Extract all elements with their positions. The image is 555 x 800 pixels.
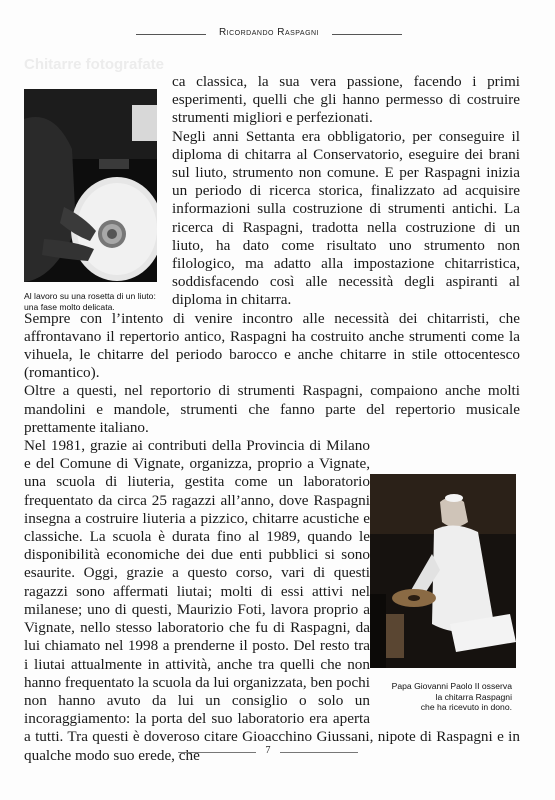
caption-line: Papa Giovanni Paolo II osserva (391, 681, 512, 691)
footer-rule-left (178, 752, 256, 753)
paragraph: Sempre con l’intento di venire incontro alle necessità dei chitarristi, che affrontavano il repertorio antico, Raspagni ha costruito anche strumenti come la vihuela, le chitarre del periodo barocco e anche chitarre in stile ottocentesco (romantico). (24, 309, 520, 382)
photo1-wrap-space (24, 73, 172, 293)
paragraph: Nel 1981, grazie ai contributi della Provincia di Milano e del Comune di Vignate, organizza, proprio a Vignate, una scuola di liuteria, gestita come un laboratorio frequentato da circa 25 ragazzi all’anno, dove Raspagni insegna a costruire liuteria a pizzico, chitarre acustiche e classiche. La scuola è durata fino al 1989, quando le disponibilità economiche dei due enti pubblici si sono esaurite. Oggi, grazie a questo corso, vari di questi ragazzi sono affermati liutai; molti di essi attivi nel milanese; uno di questi, Maurizio Foti, lavora proprio a Vignate, nello stesso laboratorio che fu di Raspagni, da lui chiamato nel 1998 a prenderne il posto. Del resto tra i liutai attualmente in attività, anche tra quelli che non hanno frequentato la scuola da lui organizzata, ben pochi non hanno avuto da lui un consiglio o solo un incoraggiamento: la porta del suo laboratorio era aperta a tutti. Tra questi è doveroso citare Gioacchino Giussani, nipote di Raspagni e in qualche modo suo erede, che (24, 437, 520, 764)
header-rule-right (332, 34, 402, 35)
caption-line: la chitarra Raspagni (435, 691, 512, 702)
page-number: 7 (265, 745, 271, 756)
header-rule-left (136, 34, 206, 35)
paragraph: Negli anni Settanta era obbligatorio, per conseguire il diploma di chitarra al Conservatorio, eseguire dei brani sul liuto, strumento non comune. E per Raspagni inizia un periodo di ricerca storica, finalizzato ad acquisire informazioni sulla costruzione di strumenti antichi. La ricerca di Raspagni, tradotta nella costruzione di un liuto, ha dato come risultato uno strumento non filologico, ma adatto alla impostazione chitarristica, soddisfacendo così alle necessità degli aspiranti al diploma in chitarra. (172, 127, 520, 309)
paragraph: ca classica, la sua vera passione, facendo i primi esperimenti, quelli che gli hanno permesso di costruire strumenti migliori e perfezionati. (172, 73, 520, 127)
caption-line: che ha ricevuto in dono. (420, 702, 512, 712)
photo2-wrap-space (370, 437, 520, 713)
footer-rule-right (280, 752, 358, 753)
body-text (24, 73, 520, 765)
paragraph: Oltre a questi, nel reportorio di strumenti Raspagni, compaiono anche molti mandolini e mandole, strumenti che fanno parte del repertorio musicale prettamente italiano. (24, 382, 520, 436)
photo-lute-rosette-caption: Al lavoro su una rosetta di un liuto: una fase molto delicata. (24, 291, 156, 312)
running-title: Ricordando Raspagni (218, 27, 320, 38)
faded-section-heading: Chitarre fotografate (24, 56, 165, 73)
